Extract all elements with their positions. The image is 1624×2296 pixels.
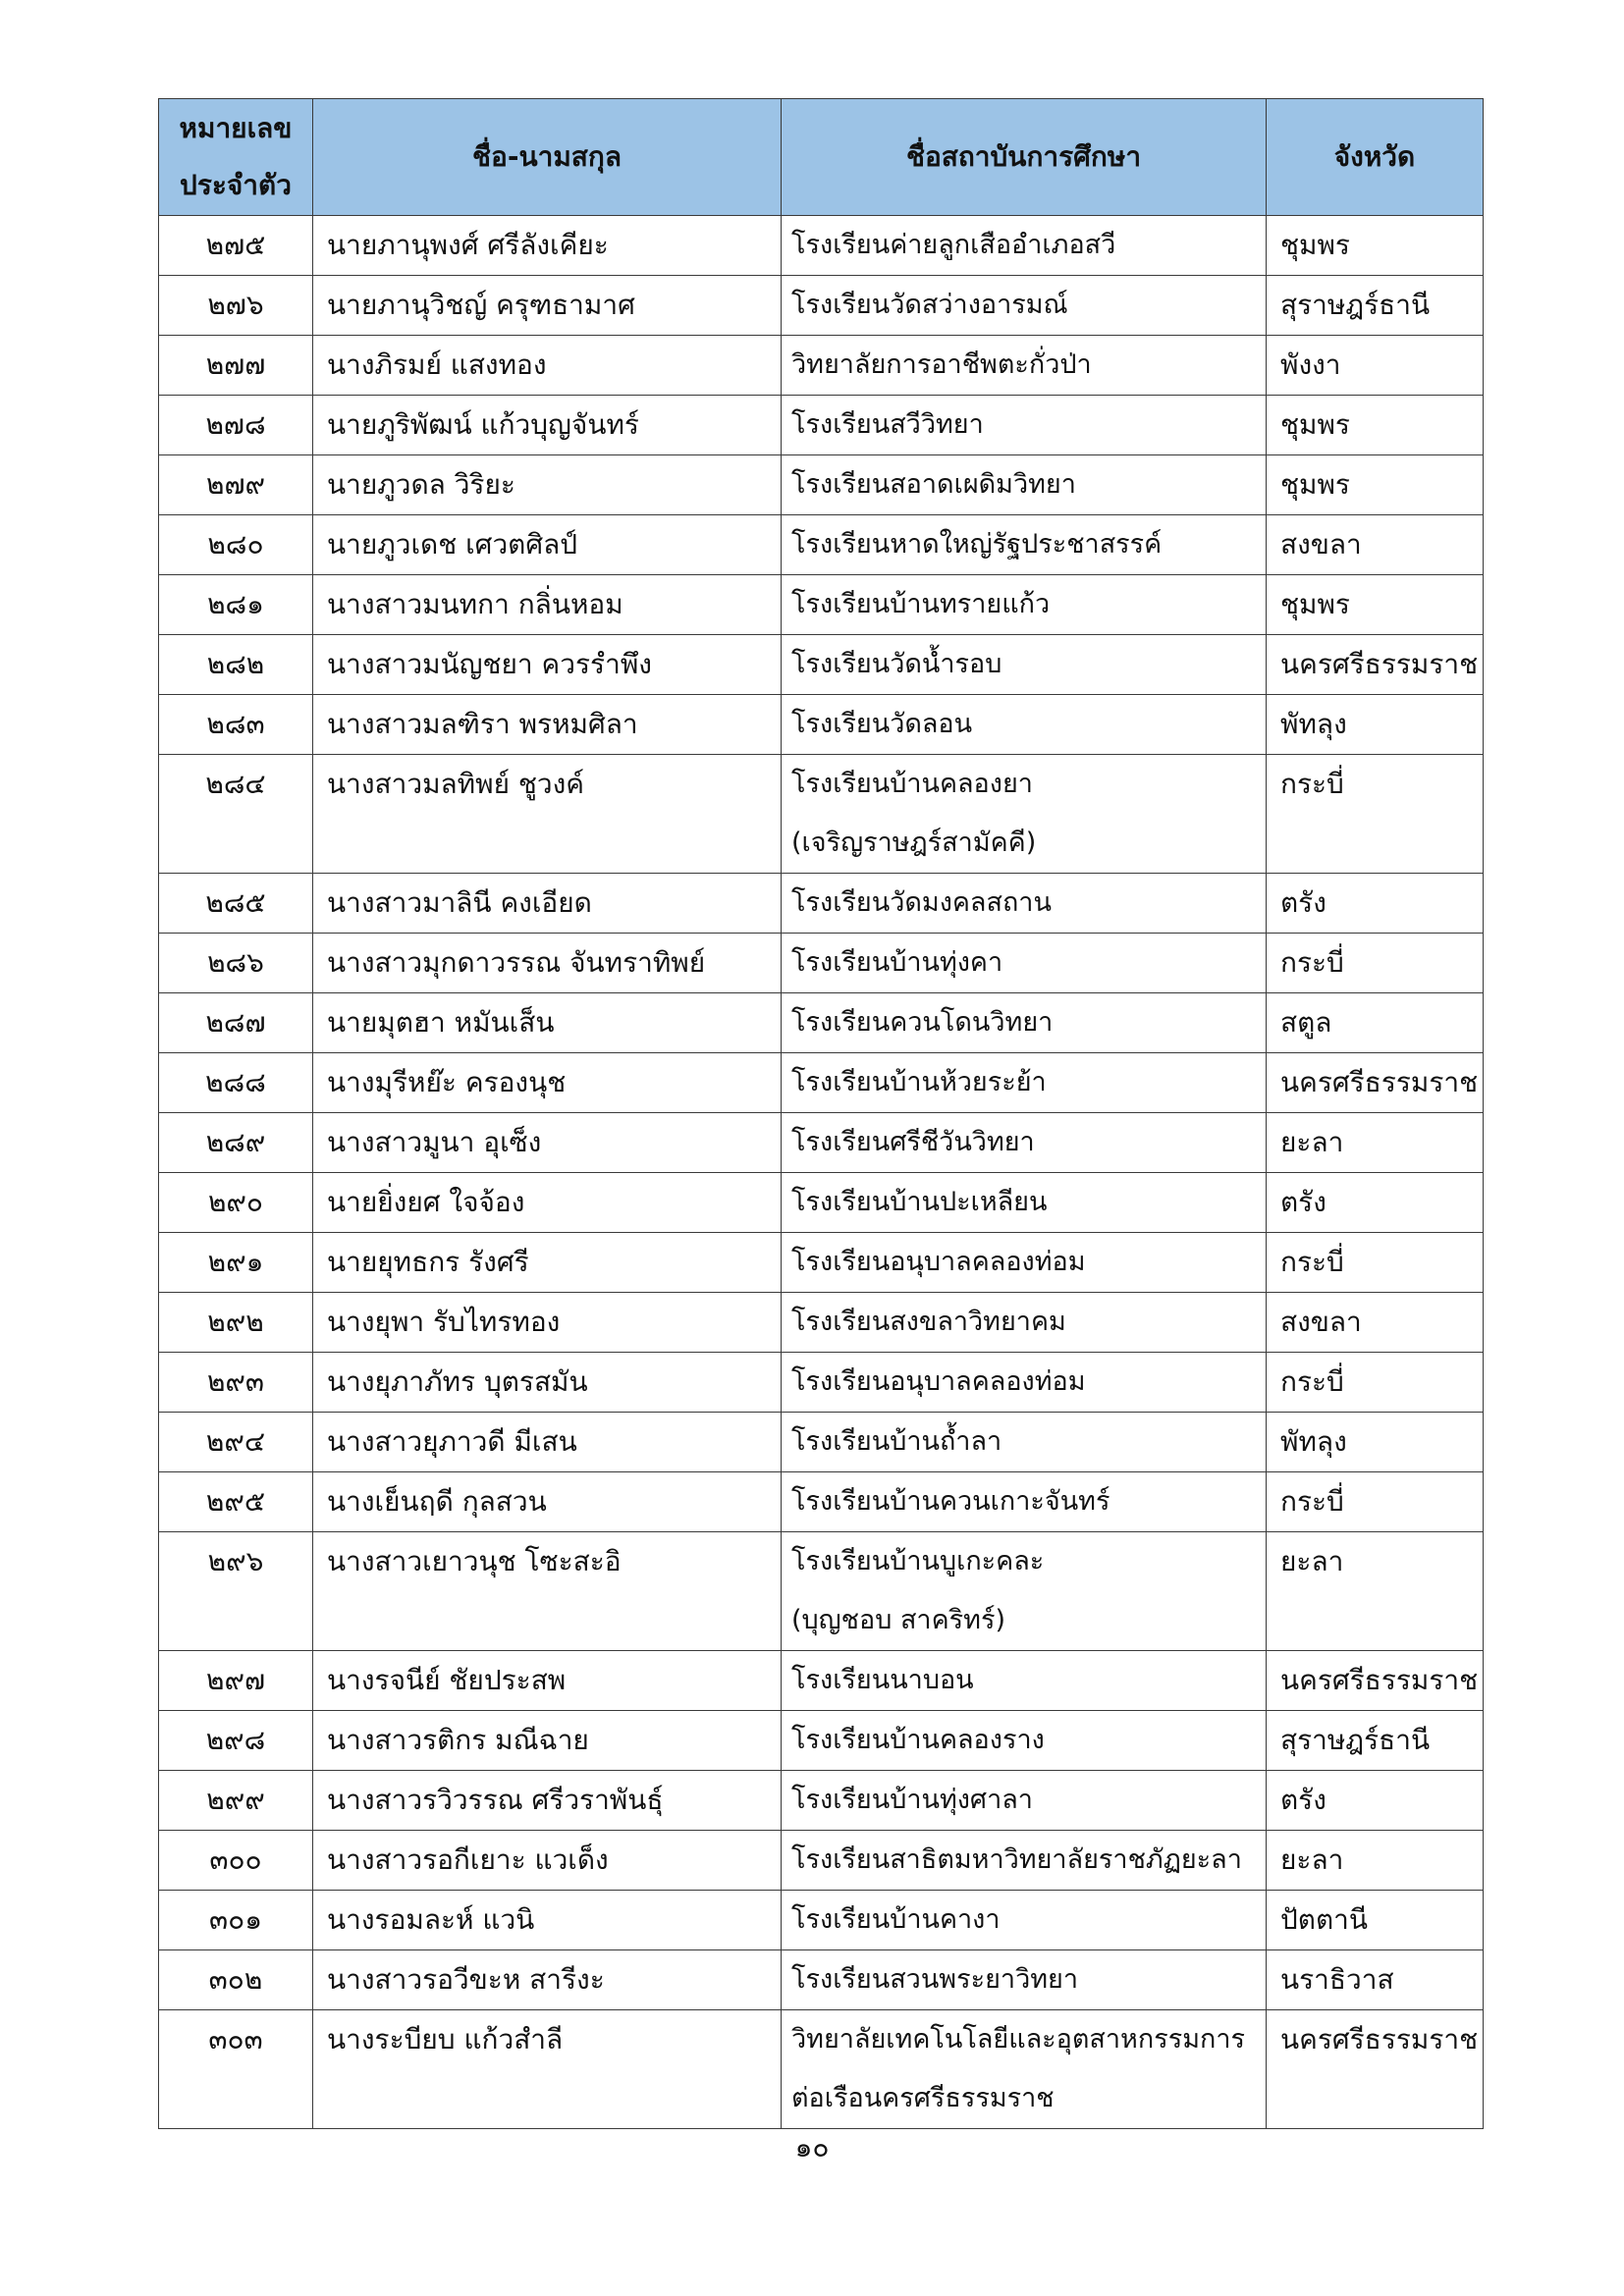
table-row xyxy=(159,575,1484,635)
name-cell: นายภูริพัฒน์ แก้วบุญจันทร์ xyxy=(313,396,782,455)
table-row xyxy=(159,1711,1484,1771)
school-line: โรงเรียนค่ายลูกเสืออำเภอสวี xyxy=(791,230,1116,260)
school-line: โรงเรียนบ้านห้วยระย้า xyxy=(791,1067,1047,1097)
province-cell: สงขลา xyxy=(1267,515,1484,575)
id-cell: ๓๐๑ xyxy=(159,1891,313,1950)
school-line: วิทยาลัยการอาชีพตะกั่วป่า xyxy=(791,349,1092,380)
table-row xyxy=(159,396,1484,455)
id-cell: ๓๐๐ xyxy=(159,1831,313,1891)
id-cell: ๒๙๖ xyxy=(159,1532,313,1651)
name-cell: นางสาวมูนา อุเซ็ง xyxy=(313,1113,782,1173)
school-line: โรงเรียนบ้านถ้ำลา xyxy=(791,1426,1002,1457)
name-cell: นางภิรมย์ แสงทอง xyxy=(313,336,782,396)
page-number: ๑๐ xyxy=(794,2131,830,2163)
table-row xyxy=(159,993,1484,1053)
header-id-line1: หมายเลข xyxy=(179,112,293,144)
id-cell: ๒๗๗ xyxy=(159,336,313,396)
id-cell: ๒๘๕ xyxy=(159,874,313,934)
table-row xyxy=(159,1413,1484,1472)
school-line: โรงเรียนสงขลาวิทยาคม xyxy=(791,1307,1066,1337)
id-cell: ๒๘๘ xyxy=(159,1053,313,1113)
table-row xyxy=(159,216,1484,276)
school-line: โรงเรียนบ้านปะเหลียน xyxy=(791,1187,1048,1217)
school-cell xyxy=(782,1651,1267,1711)
id-cell: ๒๙๗ xyxy=(159,1651,313,1711)
school-line: โรงเรียนวัดสว่างอารมณ์ xyxy=(791,290,1068,320)
province-cell: กระบี่ xyxy=(1267,755,1484,874)
name-cell: นายภูวดล วิริยะ xyxy=(313,455,782,515)
participants-table xyxy=(158,98,1484,2129)
province-cell: สตูล xyxy=(1267,993,1484,1053)
id-cell: ๒๘๙ xyxy=(159,1113,313,1173)
school-line: (บุญชอบ สาคริทร์) xyxy=(791,1605,1005,1635)
school-cell xyxy=(782,1831,1267,1891)
province-cell: ยะลา xyxy=(1267,1831,1484,1891)
school-line: โรงเรียนวัดมงคลสถาน xyxy=(791,887,1052,918)
header-province: จังหวัด xyxy=(1267,99,1484,216)
school-cell xyxy=(782,1413,1267,1472)
name-cell: นางเย็นฤดี กุลสวน xyxy=(313,1472,782,1532)
school-cell xyxy=(782,1532,1267,1651)
name-cell: นายภานุวิชญ์ ครุฑธามาศ xyxy=(313,276,782,336)
id-cell: ๒๗๙ xyxy=(159,455,313,515)
school-line: โรงเรียนบ้านบูเกะคละ xyxy=(791,1546,1045,1576)
school-line: โรงเรียนสวนพระยาวิทยา xyxy=(791,1964,1079,1995)
name-cell: นางรอมละห์ แวนิ xyxy=(313,1891,782,1950)
school-line: (เจริญราษฎร์สามัคคี) xyxy=(791,828,1037,858)
school-line: โรงเรียนบ้านทุ่งศาลา xyxy=(791,1785,1033,1815)
province-cell: สุราษฎร์ธานี xyxy=(1267,1711,1484,1771)
school-line: โรงเรียนสวีวิทยา xyxy=(791,409,984,440)
school-line: โรงเรียนบ้านทุ่งคา xyxy=(791,947,1003,978)
header-name: ชื่อ-นามสกุล xyxy=(313,99,782,216)
school-cell xyxy=(782,635,1267,695)
province-cell: กระบี่ xyxy=(1267,1472,1484,1532)
school-cell xyxy=(782,874,1267,934)
id-cell: ๒๘๓ xyxy=(159,695,313,755)
school-cell xyxy=(782,755,1267,874)
table-row xyxy=(159,1831,1484,1891)
header-school: ชื่อสถาบันการศึกษา xyxy=(782,99,1267,216)
province-cell: กระบี่ xyxy=(1267,934,1484,993)
id-cell: ๒๙๔ xyxy=(159,1413,313,1472)
header-id-line2: ประจำตัว xyxy=(180,169,292,201)
name-cell: นางระบียบ แก้วสำลี xyxy=(313,2010,782,2129)
name-cell: นางสาวมนัญชยา ควรรำพึง xyxy=(313,635,782,695)
table-row xyxy=(159,1353,1484,1413)
id-cell: ๒๘๑ xyxy=(159,575,313,635)
name-cell: นายยิ่งยศ ใจจ้อง xyxy=(313,1173,782,1233)
name-cell: นางสาวรอกีเยาะ แวเด็ง xyxy=(313,1831,782,1891)
id-cell: ๓๐๓ xyxy=(159,2010,313,2129)
school-line: ต่อเรือนครศรีธรรมราช xyxy=(791,2083,1055,2113)
school-cell xyxy=(782,1353,1267,1413)
id-cell: ๓๐๒ xyxy=(159,1950,313,2010)
name-cell: นางสาวรติกร มณีฉาย xyxy=(313,1711,782,1771)
id-cell: ๒๗๘ xyxy=(159,396,313,455)
school-line: โรงเรียนอนุบาลคลองท่อม xyxy=(791,1247,1086,1277)
name-cell: นายภูวเดช เศวตศิลป์ xyxy=(313,515,782,575)
header-id xyxy=(159,99,313,216)
school-cell xyxy=(782,336,1267,396)
id-cell: ๒๘๐ xyxy=(159,515,313,575)
school-cell xyxy=(782,276,1267,336)
province-cell: กระบี่ xyxy=(1267,1353,1484,1413)
school-cell xyxy=(782,1173,1267,1233)
table-row xyxy=(159,934,1484,993)
table-row xyxy=(159,1532,1484,1651)
table-row xyxy=(159,1173,1484,1233)
table-header xyxy=(159,99,1484,216)
id-cell: ๒๙๕ xyxy=(159,1472,313,1532)
province-cell: นราธิวาส xyxy=(1267,1950,1484,2010)
name-cell: นางสาวมนทกา กลิ่นหอม xyxy=(313,575,782,635)
table-row xyxy=(159,515,1484,575)
province-cell: ยะลา xyxy=(1267,1113,1484,1173)
province-cell: นครศรีธรรมราช xyxy=(1267,1651,1484,1711)
name-cell: นางสาวรวิวรรณ ศรีวราพันธุ์ xyxy=(313,1771,782,1831)
table-row xyxy=(159,2010,1484,2129)
table-row xyxy=(159,874,1484,934)
school-line: โรงเรียนศรีชีวันวิทยา xyxy=(791,1127,1035,1157)
id-cell: ๒๘๗ xyxy=(159,993,313,1053)
school-cell xyxy=(782,216,1267,276)
id-cell: ๒๗๕ xyxy=(159,216,313,276)
name-cell: นายยุทธกร รังศรี xyxy=(313,1233,782,1293)
school-line: โรงเรียนวัดลอน xyxy=(791,709,973,739)
school-line: โรงเรียนอนุบาลคลองท่อม xyxy=(791,1366,1086,1397)
province-cell: ปัตตานี xyxy=(1267,1891,1484,1950)
name-cell: นางสาวมาลินี คงเอียด xyxy=(313,874,782,934)
province-cell: ตรัง xyxy=(1267,1173,1484,1233)
province-cell: สงขลา xyxy=(1267,1293,1484,1353)
name-cell: นางสาวมุกดาวรรณ จันทราทิพย์ xyxy=(313,934,782,993)
school-cell xyxy=(782,695,1267,755)
province-cell: ยะลา xyxy=(1267,1532,1484,1651)
name-cell: นางสาวยุภาวดี มีเสน xyxy=(313,1413,782,1472)
table-row xyxy=(159,1293,1484,1353)
school-line: โรงเรียนบ้านคลองราง xyxy=(791,1725,1045,1755)
school-cell xyxy=(782,1771,1267,1831)
name-cell: นางรจนีย์ ชัยประสพ xyxy=(313,1651,782,1711)
id-cell: ๒๘๒ xyxy=(159,635,313,695)
province-cell: ชุมพร xyxy=(1267,455,1484,515)
table-row xyxy=(159,276,1484,336)
school-cell xyxy=(782,455,1267,515)
school-cell xyxy=(782,2010,1267,2129)
table-row xyxy=(159,1233,1484,1293)
province-cell: นครศรีธรรมราช xyxy=(1267,1053,1484,1113)
table-row xyxy=(159,1113,1484,1173)
id-cell: ๒๙๘ xyxy=(159,1711,313,1771)
school-line: โรงเรียนบ้านควนเกาะจันทร์ xyxy=(791,1486,1110,1517)
id-cell: ๒๙๑ xyxy=(159,1233,313,1293)
name-cell: นายมุตฮา หมันเส็น xyxy=(313,993,782,1053)
table-row xyxy=(159,635,1484,695)
school-line: โรงเรียนวัดน้ำรอบ xyxy=(791,649,1002,679)
school-cell xyxy=(782,1950,1267,2010)
table-row xyxy=(159,336,1484,396)
id-cell: ๒๘๖ xyxy=(159,934,313,993)
school-line: โรงเรียนสาธิตมหาวิทยาลัยราชภัฏยะลา xyxy=(791,1844,1242,1875)
table-row xyxy=(159,455,1484,515)
school-cell xyxy=(782,993,1267,1053)
province-cell: กระบี่ xyxy=(1267,1233,1484,1293)
school-cell xyxy=(782,1293,1267,1353)
table-row xyxy=(159,1053,1484,1113)
school-line: โรงเรียนนาบอน xyxy=(791,1665,974,1695)
school-cell xyxy=(782,575,1267,635)
school-cell xyxy=(782,1053,1267,1113)
id-cell: ๒๙๒ xyxy=(159,1293,313,1353)
table-row xyxy=(159,1472,1484,1532)
school-line: วิทยาลัยเทคโนโลยีและอุตสาหกรรมการ xyxy=(791,2024,1246,2055)
school-line: โรงเรียนบ้านคางา xyxy=(791,1904,1001,1935)
province-cell: พัทลุง xyxy=(1267,695,1484,755)
school-cell xyxy=(782,1233,1267,1293)
school-cell xyxy=(782,1711,1267,1771)
school-line: โรงเรียนบ้านคลองยา xyxy=(791,769,1033,799)
school-line: โรงเรียนสอาดเผดิมวิทยา xyxy=(791,469,1076,500)
table-body xyxy=(159,216,1484,2129)
name-cell: นางสาวเยาวนุช โซะสะอิ xyxy=(313,1532,782,1651)
school-cell xyxy=(782,515,1267,575)
school-cell xyxy=(782,1113,1267,1173)
school-cell xyxy=(782,396,1267,455)
province-cell: ตรัง xyxy=(1267,874,1484,934)
id-cell: ๒๘๔ xyxy=(159,755,313,874)
province-cell: ชุมพร xyxy=(1267,396,1484,455)
name-cell: นางมุรีหย๊ะ ครองนุช xyxy=(313,1053,782,1113)
name-cell: นางยุพา รับไทรทอง xyxy=(313,1293,782,1353)
name-cell: นายภานุพงศ์ ศรีลังเคียะ xyxy=(313,216,782,276)
province-cell: นครศรีธรรมราช xyxy=(1267,2010,1484,2129)
school-cell xyxy=(782,934,1267,993)
id-cell: ๒๗๖ xyxy=(159,276,313,336)
name-cell: นางยุภาภัทร บุตรสมัน xyxy=(313,1353,782,1413)
school-line: โรงเรียนควนโดนวิทยา xyxy=(791,1007,1054,1038)
table-row xyxy=(159,1891,1484,1950)
school-cell xyxy=(782,1472,1267,1532)
id-cell: ๒๙๓ xyxy=(159,1353,313,1413)
table-row xyxy=(159,1771,1484,1831)
province-cell: สุราษฎร์ธานี xyxy=(1267,276,1484,336)
name-cell: นางสาวมลฑิรา พรหมศิลา xyxy=(313,695,782,755)
table-row xyxy=(159,695,1484,755)
province-cell: พัทลุง xyxy=(1267,1413,1484,1472)
province-cell: นครศรีธรรมราช xyxy=(1267,635,1484,695)
province-cell: ตรัง xyxy=(1267,1771,1484,1831)
province-cell: ชุมพร xyxy=(1267,575,1484,635)
school-line: โรงเรียนบ้านทรายแก้ว xyxy=(791,589,1051,619)
table-row xyxy=(159,755,1484,874)
province-cell: ชุมพร xyxy=(1267,216,1484,276)
table-row xyxy=(159,1651,1484,1711)
id-cell: ๒๙๙ xyxy=(159,1771,313,1831)
school-line: โรงเรียนหาดใหญ่รัฐประชาสรรค์ xyxy=(791,529,1163,560)
name-cell: นางสาวรอวีขะห สารีงะ xyxy=(313,1950,782,2010)
id-cell: ๒๙๐ xyxy=(159,1173,313,1233)
name-cell: นางสาวมลทิพย์ ชูวงค์ xyxy=(313,755,782,874)
school-cell xyxy=(782,1891,1267,1950)
table-row xyxy=(159,1950,1484,2010)
province-cell: พังงา xyxy=(1267,336,1484,396)
